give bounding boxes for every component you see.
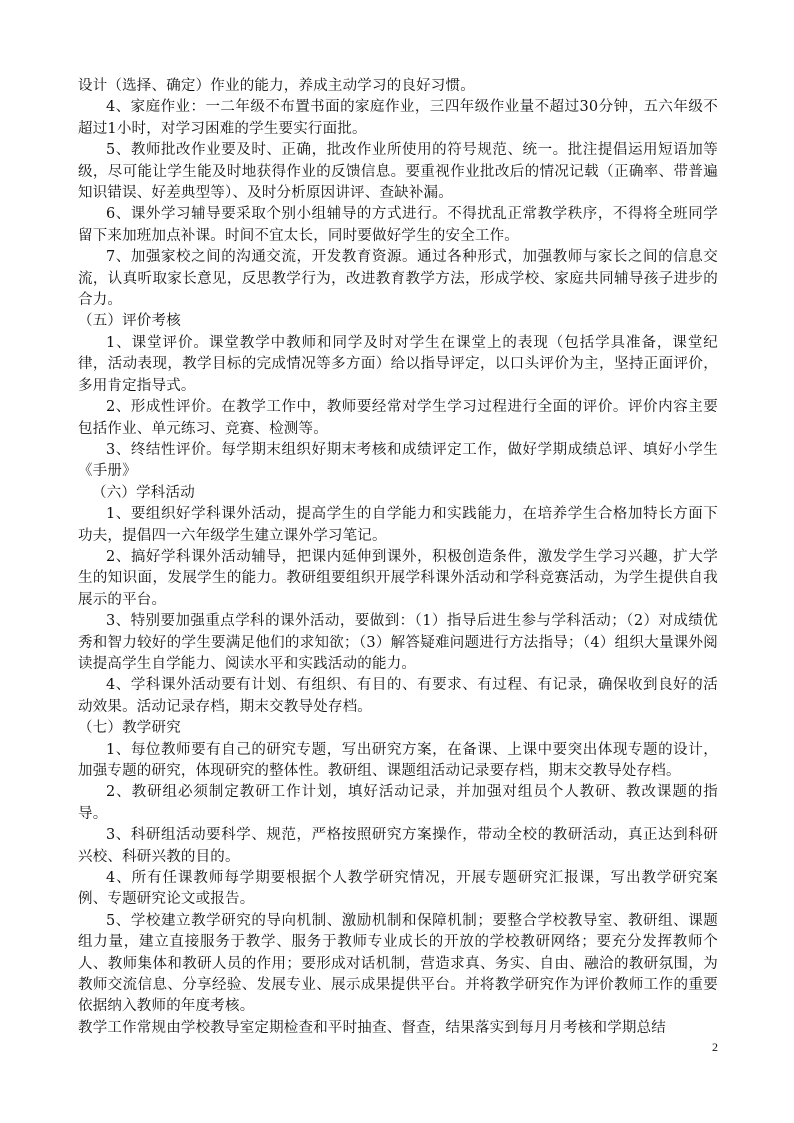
paragraph: 2、搞好学科课外活动辅导，把课内延伸到课外，积极创造条件，激发学生学习兴趣，扩大学生的知识面，发展学生的能力。教研组要组织开展学科课外活动和学科竞赛活动，为学生提供自我展示的平台。 xyxy=(78,548,718,608)
paragraph: 3、终结性评价。每学期末组织好期末考核和成绩评定工作，做好学期成绩总评、填好小学生《手册》 xyxy=(78,441,718,480)
paragraph: 2、教研组必须制定教研工作计划，填好活动记录，并加强对组员个人教研、教改课题的指导。 xyxy=(78,784,718,822)
section-heading: （七）教学研究 xyxy=(78,720,181,737)
paragraph: 3、特别要加强重点学科的课外活动，要做到：（1）指导后进生参与学科活动；（2）对成绩优秀和智力较好的学生要满足他们的求知欲；（3）解答疑难问题进行方法指导；（4）组织大量课外阅读提高学生自学能力、阅读水平和实践活动的能力。 xyxy=(78,613,718,672)
paragraph: 5、教师批改作业要及时、正确，批改作业所使用的符号规范、统一。批注提倡运用短语加等级，尽可能让学生能及时地获得作业的反馈信息。要重视作业批改后的情况记载（正确率、带普遍知识错误、好差典型等）、及时分析原因讲评、查缺补漏。 xyxy=(78,142,718,202)
paragraph: 1、要组织好学科课外活动，提高学生的自学能力和实践能力，在培养学生合格加特长方面下功夫，提倡四一六年级学生建立课外学习笔记。 xyxy=(78,506,718,544)
paragraph: 教学工作常规由学校教导室定期检查和平时抽查、督查，结果落实到每月月考核和学期总结 xyxy=(78,1019,666,1036)
page-number: 2 xyxy=(712,1040,718,1054)
paragraph: 4、家庭作业：一二年级不布置书面的家庭作业，三四年级作业量不超过30分钟，五六年级不超过1小时，对学习困难的学生要实行面批。 xyxy=(78,99,718,137)
paragraph: 4、所有任课教师每学期要根据个人教学研究情况，开展专题研究汇报课，写出教学研究案例、专题研究论文或报告。 xyxy=(78,870,718,908)
section-heading: （五）评价考核 xyxy=(78,313,181,330)
paragraph: 4、学科课外活动要有计划、有组织、有目的、有要求、有过程、有记录，确保收到良好的活动效果。活动记录存档，期末交教导处存档。 xyxy=(78,677,718,715)
paragraph: 6、课外学习辅导要采取个别小组辅导的方式进行。不得扰乱正常教学秩序，不得将全班同学留下来加班加点补课。时间不宜太长，同时要做好学生的安全工作。 xyxy=(78,206,718,244)
section-heading: （六）学科活动 xyxy=(92,484,195,501)
paragraph: 1、每位教师要有自己的研究专题，写出研究方案，在备课、上课中要突出体现专题的设计，加强专题的研究，体现研究的整体性。教研组、课题组活动记录要存档，期末交教导处存档。 xyxy=(78,741,718,779)
paragraph: 5、学校建立教学研究的导向机制、激励机制和保障机制；要整合学校教导室、教研组、课题组力量，建立直接服务于教学、服务于教师专业成长的开放的学校教研网络；要充分发挥教师个人、教师集体和教研人员的作用；要形成对话机制，营造求真、务实、自由、融洽的教研氛围，为教师交流信息、分享经验、发展专业、展示成果提供平台。并将教学研究作为评价教师工作的重要依据纳入教师的年度考核。 xyxy=(78,912,718,1015)
paragraph: 1、课堂评价。课堂教学中教师和同学及时对学生在课堂上的表现（包括学具准备，课堂纪律，活动表现，教学目标的完成情况等多方面）给以指导评定，以口头评价为主，坚持正面评价，多用肯定指导式。 xyxy=(78,334,718,394)
paragraph: 2、形成性评价。在教学工作中，教师要经常对学生学习过程进行全面的评价。评价内容主要包括作业、单元练习、竞赛、检测等。 xyxy=(78,399,718,437)
paragraph: 7、加强家校之间的沟通交流，开发教育资源。通过各种形式，加强教师与家长之间的信息交流，认真听取家长意见，反思教学行为，改进教育教学方法，形成学校、家庭共同辅导孩子进步的合力。 xyxy=(78,249,718,309)
paragraph: 设计（选择、确定）作业的能力，养成主动学习的良好习惯。 xyxy=(78,78,475,94)
document-body xyxy=(78,76,718,1039)
paragraph: 3、科研组活动要科学、规范，严格按照研究方案操作，带动全校的教研活动，真正达到科研兴校、科研兴教的目的。 xyxy=(78,827,718,865)
